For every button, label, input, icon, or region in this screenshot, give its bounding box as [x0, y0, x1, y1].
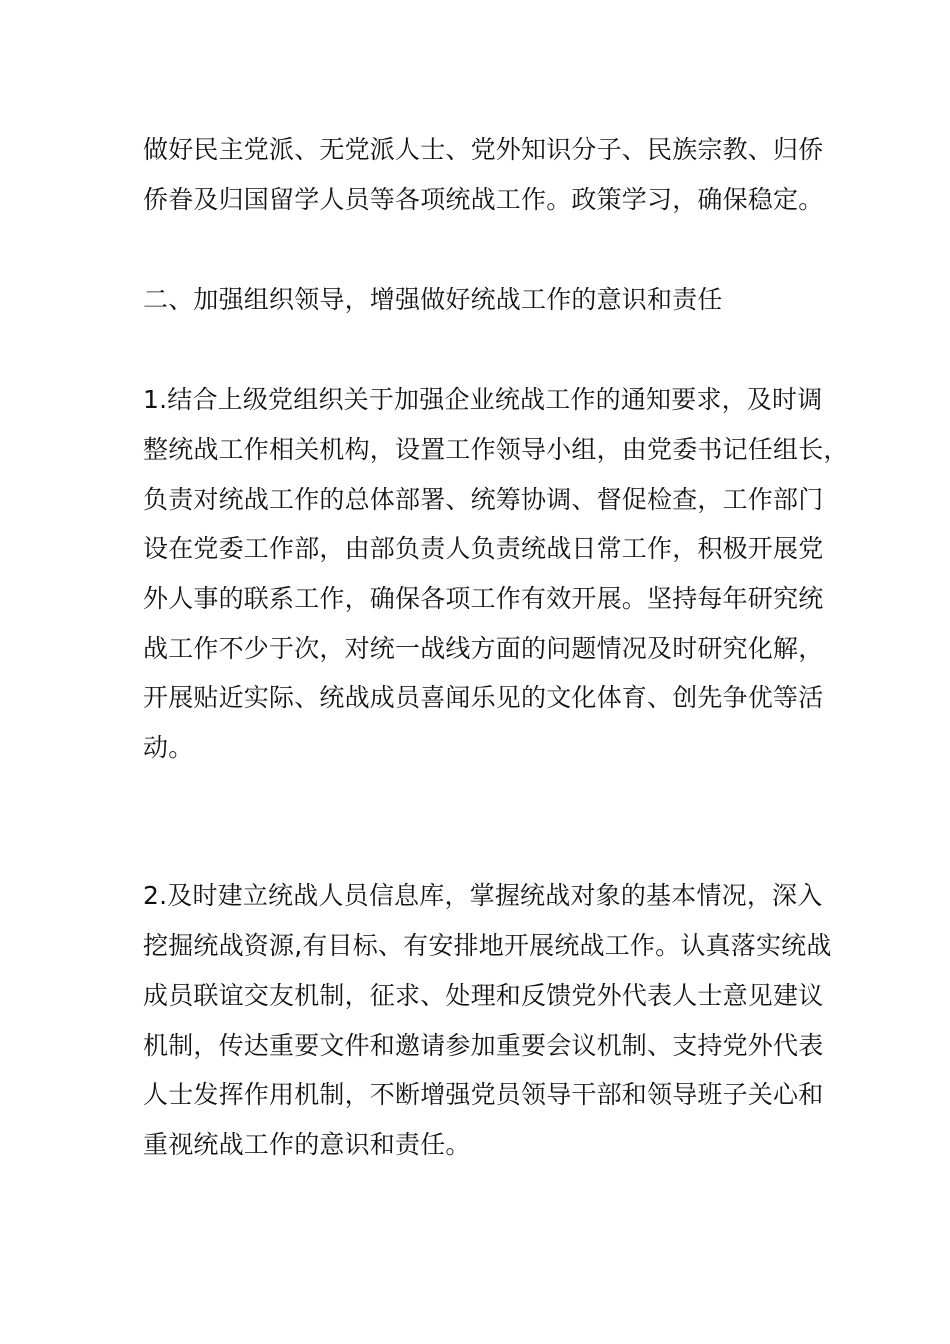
text-line: 2.及时建立统战人员信息库，掌握统战对象的基本情况，深入: [143, 881, 823, 910]
text-line: 机制，传达重要文件和邀请参加重要会议机制、支持党外代表: [143, 1031, 824, 1060]
text-line: 成员联谊交友机制，征求、处理和反馈党外代表人士意见建议: [143, 981, 824, 1010]
section-heading: 二、加强组织领导，增强做好统战工作的意识和责任: [143, 285, 723, 314]
text-line: 挖掘统战资源,有目标、有安排地开展统战工作。认真落实统战: [143, 931, 832, 960]
text-line: 人士发挥作用机制，不断增强党员领导干部和领导班子关心和: [143, 1080, 824, 1109]
text-line: 开展贴近实际、统战成员喜闻乐见的文化体育、创先争优等活: [143, 683, 824, 712]
text-line: 重视统战工作的意识和责任。: [143, 1130, 471, 1159]
text-line: 战工作不少于次，对统一战线方面的问题情况及时研究化解，: [143, 634, 824, 663]
text-line: 做好民主党派、无党派人士、党外知识分子、民族宗教、归侨: [143, 135, 824, 164]
text-line: 1.结合上级党组织关于加强企业统战工作的通知要求，及时调: [143, 385, 823, 414]
text-line: 设在党委工作部，由部负责人负责统战日常工作，积极开展党: [143, 534, 824, 563]
text-line: 整统战工作相关机构，设置工作领导小组，由党委书记任组长，: [143, 435, 849, 464]
text-line: 负责对统战工作的总体部署、统筹协调、督促检查，工作部门: [143, 485, 824, 514]
text-line: 外人事的联系工作，确保各项工作有效开展。坚持每年研究统: [143, 584, 824, 613]
text-line: 动。: [143, 733, 194, 762]
text-line: 侨眷及归国留学人员等各项统战工作。政策学习，确保稳定。: [143, 185, 824, 214]
